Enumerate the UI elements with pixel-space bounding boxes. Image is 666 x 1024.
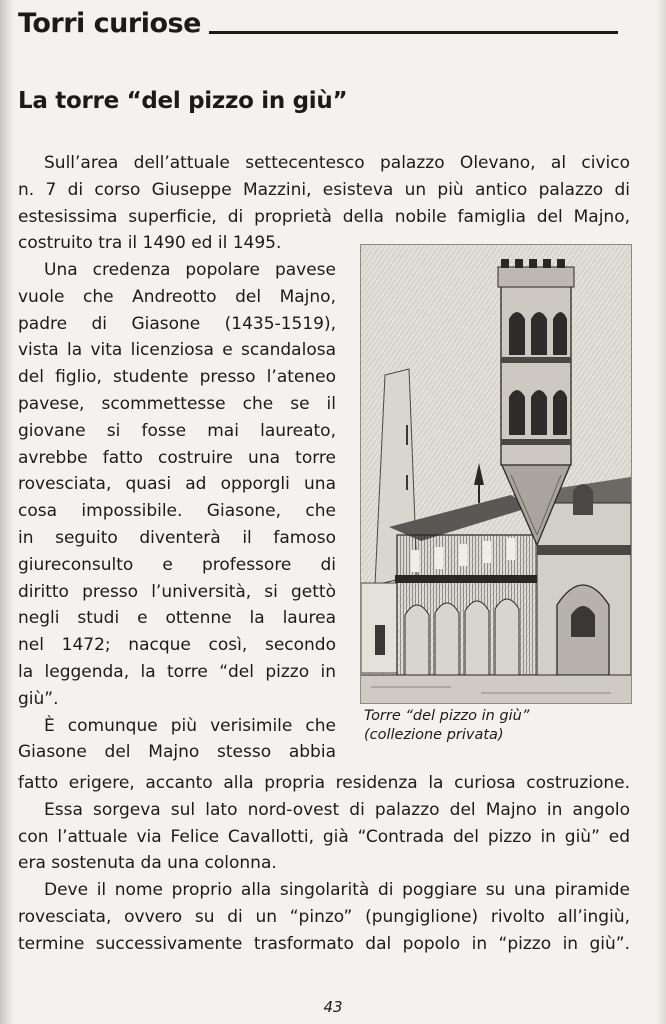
text-line: Giasone del Majno stesso abbia [18, 742, 336, 763]
text-line: era sostenuta da una colonna. [18, 853, 277, 874]
narrow-text-column [18, 257, 336, 766]
text-line: rovesciata, quasi ad opporgli una [18, 474, 336, 495]
bottom-text-block [18, 770, 630, 958]
intro-paragraph [18, 150, 630, 257]
running-header [18, 8, 618, 39]
text-line: diritto presso l’università, si gettò [18, 581, 336, 602]
tower-engraving-drawing [361, 245, 631, 703]
text-line: cosa impossibile. Giasone, che [18, 501, 336, 522]
text-line: vuole che Andreotto del Majno, [18, 286, 336, 307]
text-line: in seguito diventerà il famoso [18, 527, 336, 548]
text-line: con l’attuale via Felice Cavallotti, già “Contrada del pizzo in giù” ed [18, 826, 630, 847]
text-line: giovane si fosse mai laureato, [18, 420, 336, 441]
text-line: fatto erigere, accanto alla propria residenza la curiosa costruzione. [18, 773, 630, 793]
text-line: vista la vita licenziosa e scandalosa [18, 340, 336, 361]
text-line: È comunque più verisimile che [44, 715, 336, 736]
chapter-title: Torri curiose [18, 8, 201, 39]
caption-line: (collezione privata) [364, 727, 504, 743]
text-line: giureconsulto e professore di [18, 554, 336, 575]
text-line: del figlio, studente presso l’ateneo [18, 367, 336, 388]
section-title: La torre “del pizzo in giù” [18, 88, 348, 114]
page-edge-shadow [656, 0, 666, 1024]
text-line: padre di Giasone (1435-1519), [18, 313, 336, 334]
text-line: negli studi e ottenne la laurea [18, 608, 336, 629]
text-line: giù”. [18, 688, 59, 709]
page-gutter-shadow [0, 0, 14, 1024]
text-line: costruito tra il 1490 ed il 1495. [18, 233, 282, 254]
page-number: 43 [323, 998, 343, 1016]
text-line: termine successivamente trasformato dal popolo in “pizzo in giù”. [18, 933, 630, 954]
text-line: estesissima superficie, di proprietà della nobile famiglia del Majno, [18, 206, 630, 227]
header-rule [209, 31, 618, 34]
text-line: Sull’area dell’attuale settecentesco palazzo Olevano, al civico [44, 153, 630, 173]
text-line: rovesciata, ovvero su di un “pinzo” (pungiglione) rivolto all’ingiù, [18, 906, 630, 927]
text-line: Deve il nome proprio alla singolarità di poggiare su una piramide [44, 880, 630, 901]
text-line: la leggenda, la torre “del pizzo in [18, 661, 336, 682]
tower-engraving-illustration [360, 244, 632, 704]
text-line: Una credenza popolare pavese [44, 260, 336, 280]
text-line: Essa sorgeva sul lato nord-ovest di palazzo del Majno in angolo [44, 799, 630, 820]
caption-line: Torre “del pizzo in giù” [364, 708, 530, 724]
text-line: nel 1472; nacque così, secondo [18, 635, 336, 656]
text-line: n. 7 di corso Giuseppe Mazzini, esisteva un più antico palazzo di [18, 179, 630, 200]
text-line: pavese, scommettesse che se il [18, 393, 336, 414]
text-line: avrebbe fatto costruire una torre [18, 447, 336, 468]
figure-caption [364, 707, 624, 745]
